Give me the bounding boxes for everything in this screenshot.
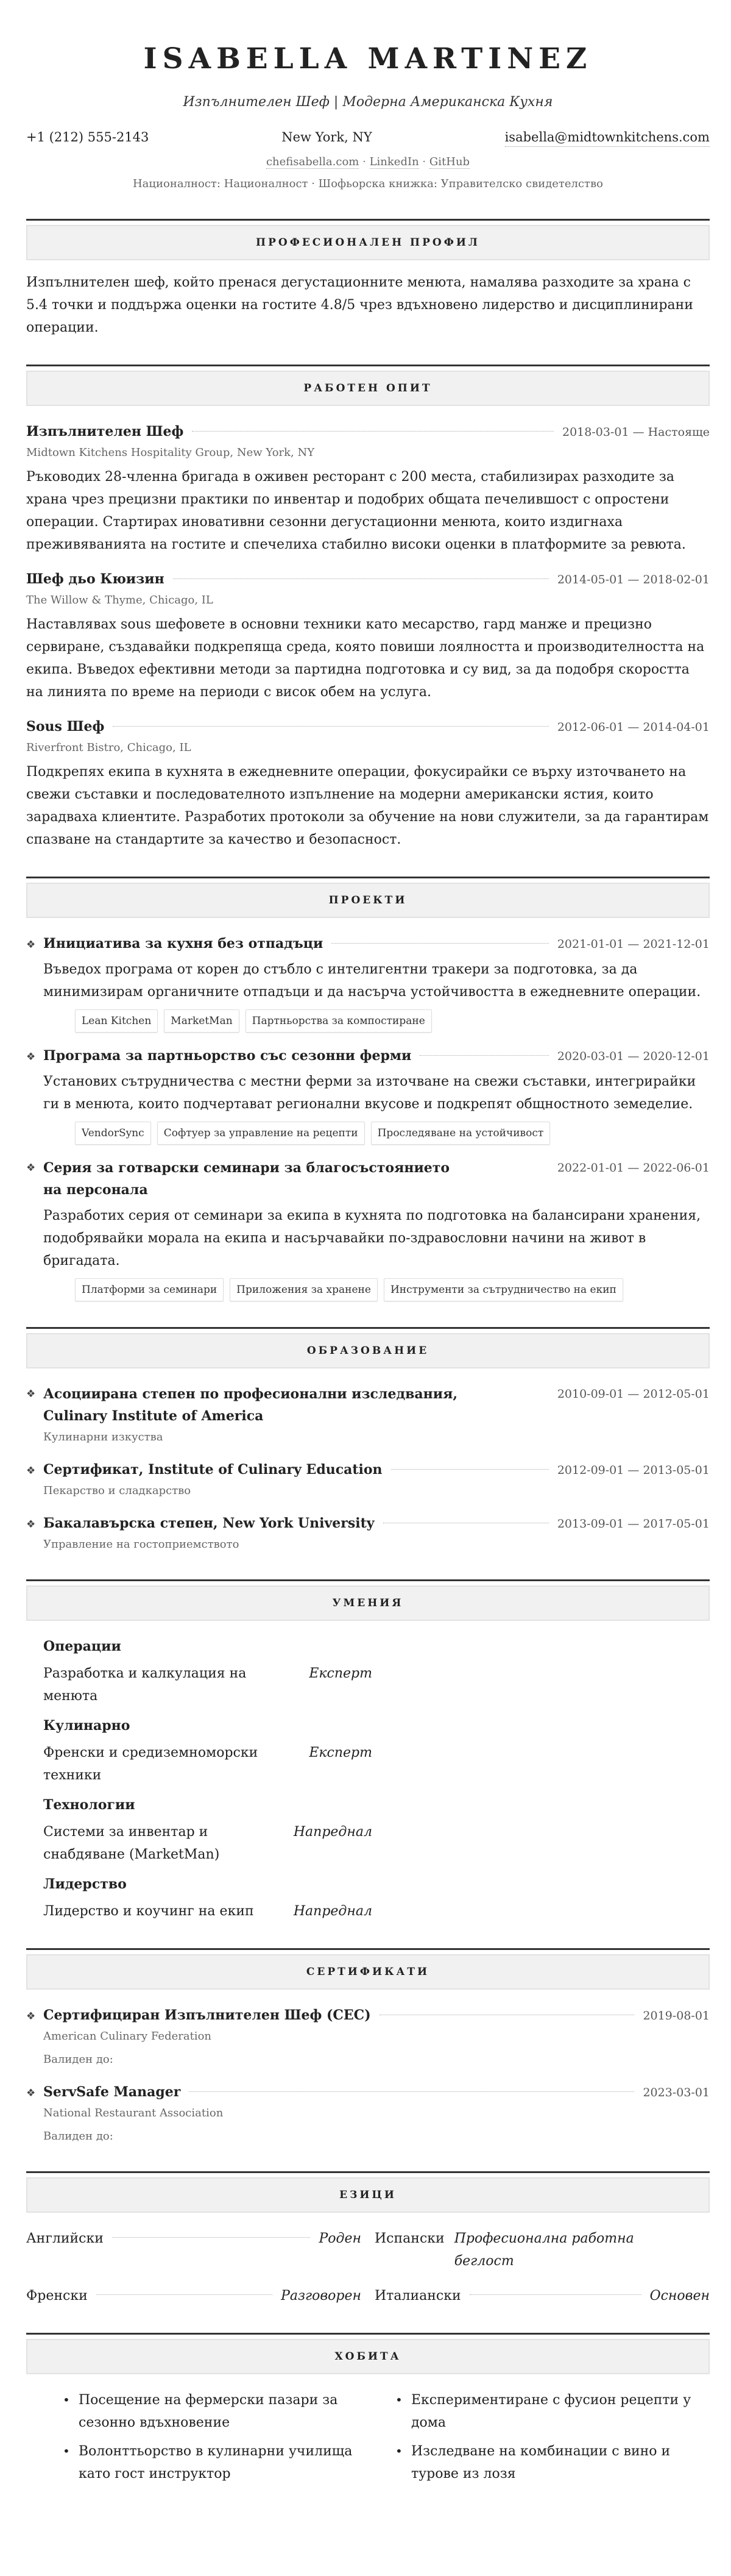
- job-title: Sous Шеф: [26, 719, 105, 735]
- job-title: Шеф дьо Кюизин: [26, 571, 164, 587]
- dotted-leader: [189, 2091, 634, 2092]
- hobby-item: • Волонттьорство в кулинарни училища като гост инструктор: [63, 2440, 377, 2485]
- section-title: ОБРАЗОВАНИЕ: [26, 1333, 710, 1368]
- certification-date: 2019-08-01: [643, 2009, 710, 2023]
- github-link[interactable]: GitHub: [429, 155, 470, 168]
- section-divider: [26, 1579, 710, 1581]
- company: The Willow & Thyme, Chicago, IL: [26, 594, 213, 607]
- section-title: ПРОФЕСИОНАЛЕН ПРОФИЛ: [26, 225, 710, 260]
- experience-entry: [26, 421, 710, 556]
- project-tags: [26, 1122, 710, 1145]
- skill-category: Лидерство: [43, 1876, 127, 1892]
- job-description: Наставлявах sous шефовете в основни техники като месарство, гард манже и прецизно сервиране, създавайки подкрепяща среда, която повиши лоялността и производителността на екипа. Въведох ефективни методи за партидна подготовка и су вид, за да подобря скоростта на линията по време на периоди с висок обем на услуга.: [26, 617, 705, 700]
- skill-category: Технологии: [43, 1797, 135, 1813]
- section-title: РАБОТЕН ОПИТ: [26, 371, 710, 406]
- dotted-leader: [331, 943, 548, 944]
- field-of-study: Кулинарни изкуства: [43, 1431, 163, 1443]
- linkedin-link[interactable]: LinkedIn: [369, 155, 419, 168]
- diamond-bullet-icon: ❖: [26, 939, 36, 951]
- skill-level: Напреднал: [293, 1824, 372, 1840]
- education-entry: [26, 1383, 710, 1446]
- section-divider: [26, 1948, 710, 1950]
- language-item: [26, 2227, 361, 2272]
- language-name: Английски: [26, 2231, 104, 2246]
- tag: Проследяване на устойчивост: [371, 1122, 551, 1145]
- project-entry: [26, 933, 710, 1033]
- education-dates: 2010-09-01 — 2012-05-01: [557, 1387, 710, 1401]
- language-item: [375, 2285, 710, 2307]
- section-projects: [26, 877, 710, 1301]
- skill-level: Експерт: [309, 1745, 372, 1760]
- project-name: Програма за партньорство със сезонни ферми: [43, 1048, 412, 1064]
- dotted-leader: [96, 2294, 272, 2295]
- dotted-leader: [192, 431, 554, 432]
- project-description: Въведох програма от корен до стъбло с интелигентни тракери за подготовка, за да минимизирам органичните отпадъци и да насърча устойчивостта в ежедневните операции.: [43, 962, 701, 1000]
- job-dates: 2018-03-01 — Настояще: [562, 425, 710, 439]
- tag: Lean Kitchen: [75, 1009, 158, 1033]
- language-item: [375, 2227, 710, 2272]
- certification-entry: [26, 2081, 710, 2146]
- contact-row: [26, 128, 710, 147]
- hobbies-column-right: [395, 2389, 710, 2491]
- tag: Партньорства за компостиране: [245, 1009, 432, 1033]
- section-skills: [26, 1579, 710, 1923]
- certification-entry: [26, 2004, 710, 2069]
- diamond-bullet-icon: ❖: [26, 1518, 36, 1531]
- project-dates: 2022-01-01 — 2022-06-01: [557, 1161, 710, 1175]
- project-dates: 2020-03-01 — 2020-12-01: [557, 1050, 710, 1063]
- project-tags: [26, 1278, 710, 1301]
- degree: Сертификат, Institute of Culinary Education: [43, 1462, 383, 1478]
- job-description: Подкрепях екипа в кухнята в ежедневните операции, фокусирайки се върху източването на свежи съставки и последователното изпълнение на модерни американски ястия, които зарадваха клиентите. Разработих протоколи за обучение на нови служители, за да гарантирам спазване на стандартите за качество и безопасност.: [26, 764, 709, 847]
- experience-entry: [26, 568, 710, 703]
- diamond-bullet-icon: ❖: [26, 1465, 36, 1477]
- skill-category: Кулинарно: [43, 1718, 130, 1734]
- language-level: Професионална работна беглост: [454, 2231, 634, 2269]
- hobby-item: • Посещение на фермерски пазари за сезонно вдъхновение: [63, 2389, 377, 2434]
- hobbies-column-left: [63, 2389, 377, 2491]
- section-title: ЕЗИЦИ: [26, 2177, 710, 2213]
- skill-row: [43, 1900, 372, 1923]
- skill-level: Експерт: [309, 1666, 372, 1681]
- skill-row: [43, 1821, 372, 1866]
- dotted-leader: [113, 726, 548, 727]
- project-name: Инициатива за кухня без отпадъци: [43, 936, 323, 952]
- dotted-leader: [420, 1055, 549, 1056]
- hobby-item: • Изследване на комбинации с вино и турове из лозя: [395, 2440, 710, 2485]
- section-title: СЕРТИФИКАТИ: [26, 1954, 710, 1990]
- project-entry: [26, 1157, 710, 1301]
- language-level: Роден: [319, 2231, 361, 2246]
- skill-category: Операции: [43, 1638, 121, 1654]
- phone: +1 (212) 555-2143: [26, 130, 149, 144]
- education-entry: [26, 1459, 710, 1500]
- certification-name: Сертифициран Изпълнителен Шеф (CEC): [43, 2007, 371, 2023]
- certification-issuer: National Restaurant Association: [43, 2107, 224, 2119]
- dotted-leader: [470, 2294, 641, 2295]
- section-divider: [26, 1327, 710, 1329]
- section-title: УМЕНИЯ: [26, 1585, 710, 1621]
- link-separator: ·: [362, 155, 366, 168]
- education-dates: 2013-09-01 — 2017-05-01: [557, 1517, 710, 1531]
- skill-name: Системи за инвентар и снабдяване (MarketMan): [43, 1824, 220, 1862]
- degree: Асоциирана степен по професионални изследвания, Culinary Institute of America: [43, 1386, 457, 1424]
- certification-valid: Валиден до:: [43, 2053, 113, 2066]
- section-divider: [26, 2171, 710, 2173]
- resume-header: [26, 38, 710, 192]
- hobbies-list: [26, 2389, 710, 2491]
- tag: Софтуер за управление на рецепти: [157, 1122, 365, 1145]
- company: Riverfront Bistro, Chicago, IL: [26, 741, 191, 754]
- section-divider: [26, 219, 710, 221]
- certification-name: ServSafe Manager: [43, 2084, 181, 2100]
- skill-name: Разработка и калкулация на менюта: [43, 1666, 247, 1704]
- languages-grid: [26, 2227, 710, 2307]
- job-dates: 2014-05-01 — 2018-02-01: [557, 573, 710, 586]
- project-tags: [26, 1009, 710, 1033]
- section-divider: [26, 877, 710, 878]
- job-title: Изпълнителен Шеф: [26, 424, 184, 439]
- language-level: Разговорен: [281, 2288, 361, 2304]
- skill-name: Лидерство и коучинг на екип: [43, 1904, 254, 1919]
- section-profile: [26, 219, 710, 339]
- section-title: ПРОЕКТИ: [26, 883, 710, 918]
- education-dates: 2012-09-01 — 2013-05-01: [557, 1464, 710, 1477]
- tag: MarketMan: [164, 1009, 239, 1033]
- section-languages: [26, 2171, 710, 2307]
- education-entry: [26, 1512, 710, 1554]
- skill-row: [43, 1662, 372, 1707]
- tag: Платформи за семинари: [75, 1278, 224, 1301]
- certification-date: 2023-03-01: [643, 2086, 710, 2099]
- dotted-leader: [173, 578, 549, 579]
- job-description: Ръководих 28-членна бригада в оживен ресторант с 200 места, стабилизирах разходите за храна чрез прецизни практики по инвентар и подобрих общата печелившост с опростени операции. Стартирах иновативни сезонни дегустационни менюта, които издигнаха преживяванията на гостите и спечелиха стабилно високи оценки в платформите за ревюта.: [26, 469, 686, 552]
- section-experience: [26, 365, 710, 851]
- location: New York, NY: [281, 130, 372, 144]
- project-name: Серия за готварски семинари за благосъстоянието на персонала: [43, 1160, 450, 1198]
- certification-valid: Валиден до:: [43, 2130, 113, 2143]
- language-name: Италиански: [375, 2288, 461, 2304]
- language-level: Основен: [649, 2288, 710, 2304]
- company: Midtown Kitchens Hospitality Group, New York, NY: [26, 446, 315, 459]
- skill-name: Френски и средиземноморски техники: [43, 1745, 258, 1783]
- candidate-tagline: Изпълнителен Шеф | Модерна Американска Кухня: [183, 94, 553, 110]
- experience-entry: [26, 716, 710, 851]
- candidate-name: ISABELLA MARTINEZ: [143, 42, 593, 76]
- diamond-bullet-icon: ❖: [26, 2010, 36, 2023]
- project-description: Разработих серия от семинари за екипа в кухнята по подготовка на балансирани хранения, подобрявайки морала на екипа и насърчавайки по-здравословни начини на живот в бригадата.: [43, 1208, 701, 1268]
- personal-meta: Националност: Националност · Шофьорска книжка: Управителско свидетелство: [132, 177, 603, 190]
- diamond-bullet-icon: ❖: [26, 1051, 36, 1063]
- email-link[interactable]: isabella@midtownkitchens.com: [505, 128, 710, 147]
- project-dates: 2021-01-01 — 2021-12-01: [557, 938, 710, 951]
- section-education: [26, 1327, 710, 1554]
- language-item: [26, 2285, 361, 2307]
- link-separator: ·: [422, 155, 426, 168]
- field-of-study: Пекарство и сладкарство: [43, 1484, 191, 1497]
- degree: Бакалавърска степен, New York University: [43, 1515, 375, 1531]
- project-description: Установих сътрудничества с местни ферми за източване на свежи съставки, интегрирайки ги в менюта, които подчертават регионални вкусове и подкрепят общностното земеделие.: [43, 1074, 696, 1112]
- dotted-leader: [391, 1469, 549, 1470]
- tag: Инструменти за сътрудничество на екип: [384, 1278, 623, 1301]
- language-name: Испански: [375, 2231, 445, 2246]
- section-certifications: [26, 1948, 710, 2146]
- profile-summary: Изпълнителен шеф, който пренася дегустационните менюта, намалява разходите за храна с 5.4 точки и поддържа оценки на гостите 4.8/5 чрез вдъхновено лидерство и дисциплинирани операции.: [26, 275, 693, 335]
- diamond-bullet-icon: ❖: [26, 1388, 36, 1400]
- language-name: Френски: [26, 2288, 88, 2304]
- section-divider: [26, 2333, 710, 2335]
- dotted-leader: [112, 2237, 311, 2238]
- skill-row: [43, 1742, 372, 1787]
- section-divider: [26, 365, 710, 366]
- skill-level: Напреднал: [293, 1904, 372, 1919]
- section-title: ХОБИТА: [26, 2339, 710, 2374]
- profile-links: [26, 154, 710, 170]
- section-hobbies: [26, 2333, 710, 2491]
- tag: Приложения за хранене: [230, 1278, 378, 1301]
- diamond-bullet-icon: ❖: [26, 1162, 36, 1174]
- field-of-study: Управление на гостоприемството: [43, 1538, 239, 1551]
- certification-issuer: American Culinary Federation: [43, 2030, 211, 2043]
- website-link[interactable]: chefisabella.com: [266, 155, 359, 168]
- tag: VendorSync: [75, 1122, 151, 1145]
- job-dates: 2012-06-01 — 2014-04-01: [557, 720, 710, 734]
- diamond-bullet-icon: ❖: [26, 2087, 36, 2099]
- hobby-item: • Експериментиране с фусион рецепти у дома: [395, 2389, 710, 2434]
- project-entry: [26, 1045, 710, 1145]
